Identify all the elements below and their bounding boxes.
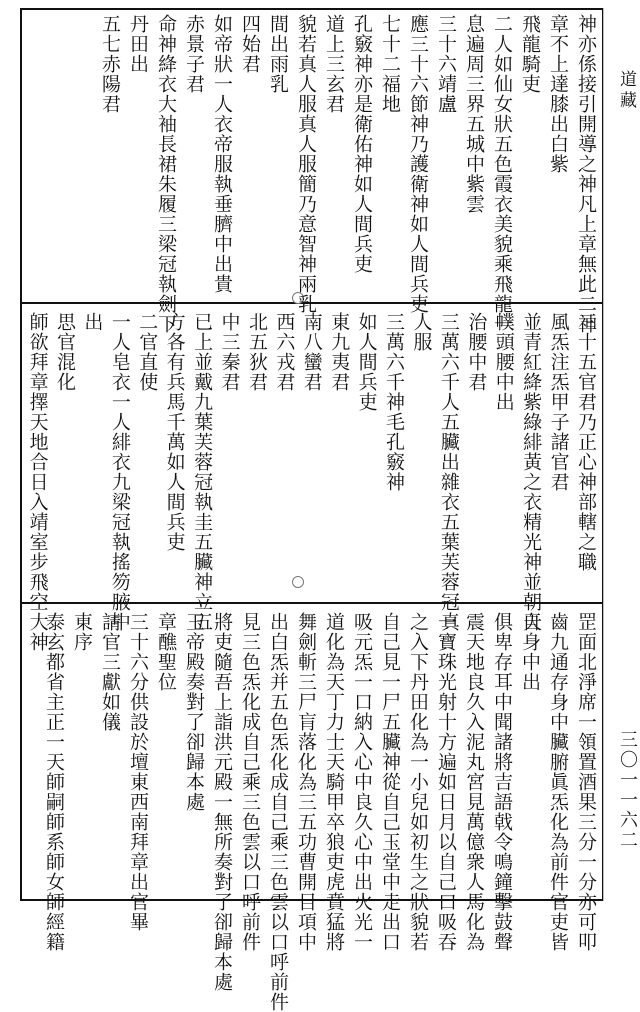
text-column: 四始君 (239, 14, 261, 74)
text-column: 三十六靖盧 (435, 14, 457, 114)
text-column: 幞頭腰中出 (492, 312, 515, 412)
text-column: 如帝狀一人衣帝服執垂臍中出貴 (211, 14, 233, 294)
text-column: 一人皂衣一人緋衣九梁冠執搖笏腋中 (108, 312, 131, 632)
text-column: 東序 (71, 612, 93, 652)
text-column: 七十二福地 (379, 14, 401, 114)
text-column: 東九夷君 (328, 312, 351, 392)
text-column: 息遍周三界五城中紫雲 (463, 14, 485, 214)
text-column: 齒九通存身中臟腑眞炁化為前件官吏皆 (547, 612, 569, 952)
text-column: 三萬六千神毛孔竅神 (383, 312, 406, 492)
text-column: 自己見一尸五臟神從自己玉堂中走出口 (379, 612, 401, 952)
text-column: 章醮聖位 (155, 612, 177, 692)
text-column: 北五狄君 (245, 312, 268, 392)
text-column: 俱卑存耳中聞諸將吉語戟令鳴鐘擊鼓聲 (491, 612, 513, 952)
text-column: 二人如仙女狀五色霞衣美貌乘飛龍一 (491, 14, 513, 334)
text-column: 自身中出 (519, 612, 541, 692)
text-column: 之入下丹田化為一小兒如初生之狀貌若 (407, 612, 429, 952)
text-column: 如人間兵吏 (355, 312, 378, 412)
text-column: 孔竅神亦是衛佑神如人間兵吏 (351, 14, 373, 274)
text-column: 二官直使 (136, 312, 159, 392)
text-column: 已上並戴九葉芙蓉冠執圭五臟神立五 (191, 312, 214, 632)
text-column: 風炁注炁甲子諸官君 (547, 312, 570, 492)
text-column: 舞劍斬三尸肓落化為三五功曹開目項中 (295, 612, 317, 952)
text-column: 人服 (410, 312, 433, 352)
text-column: 道上三玄君 (323, 14, 345, 114)
text-column: 思官混化 (53, 312, 76, 392)
text-column: 南八蠻君 (300, 312, 323, 392)
text-column: 五七赤陽君 (99, 14, 121, 114)
text-column: 間出雨乳 (267, 14, 289, 94)
text-column: 罡面北淨席一領置酒果三分一分亦可叩 (575, 612, 597, 952)
text-column: 命神絳衣大袖長裙朱履三梁冠執劍下 (155, 14, 177, 334)
text-column: 三十六分供設於壇東西南拜章出官畢 (127, 612, 149, 932)
text-column: 將吏隨吾上詣洪元殿一無所奏對了卻歸本處 (211, 612, 233, 992)
text-column: 治腰中君 (465, 312, 488, 392)
text-column: 三萬六千人五臟出雜衣五葉芙蓉冠真 (437, 312, 460, 632)
text-column: 三十五官君乃正心神部轄之職 (575, 312, 597, 572)
text-column: 並青紅絳紫綠緋黃之衣精光神並朝天 (520, 312, 543, 632)
text-column: 神亦係接引開導之神凡上章無此二神 (575, 14, 597, 334)
text-column: 貌若真人服真人服簡乃意智神兩乳 (295, 14, 317, 314)
text-column: 師欲拜章擇天地合日入靖室步飛空大神 (26, 312, 49, 652)
text-column: 西六戎君 (273, 312, 296, 392)
text-column: 泰玄都省主正一天師嗣師系師女師經籍 (43, 612, 65, 952)
register-top (26, 14, 598, 334)
text-column: 見三色炁化成自己乘三色雲以口呼前件 (239, 612, 261, 952)
text-column: 玉帝殿奏對了卻歸本處 (183, 612, 205, 812)
text-column: 出白炁并五色炁化成自己乘三色雲以口呼前件 (267, 612, 289, 1012)
text-column: 應三十六節神乃護衛神如人間兵吏 (407, 14, 429, 314)
register-bottom (26, 612, 598, 1012)
text-column: 道化為天丁力士天騎甲卒狼吏虎賁猛將 (323, 612, 345, 952)
binding-edge (603, 8, 604, 901)
text-column: 震天地良久入泥丸宮見萬億衆人馬化為 (463, 612, 485, 952)
text-column: 赤景子君 (183, 14, 205, 94)
text-column: 丹田出 (127, 14, 149, 74)
book-title: 道藏 (616, 70, 636, 112)
text-column: 出 (81, 312, 104, 332)
text-column: 飛龍騎吏 (519, 14, 541, 94)
text-column: 一寶珠光射十方遍如日月以自己口吸吞 (435, 612, 457, 952)
text-column: 請官三獻如儀 (99, 612, 121, 732)
page-number: 三〇一一六二 (617, 730, 638, 850)
text-column: 中三秦君 (218, 312, 241, 392)
text-column: 吸元炁一口納入心中良久心中出火光一 (351, 612, 373, 952)
text-column: 方各有兵馬千萬如人間兵吏 (163, 312, 186, 552)
text-column: 章不上達膝出白紫 (547, 14, 569, 174)
